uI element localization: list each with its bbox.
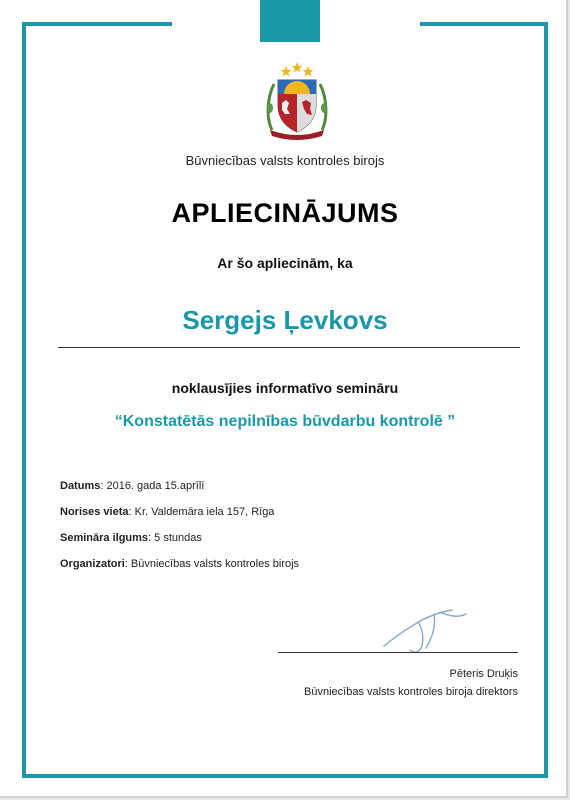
detail-value: 5 stundas xyxy=(151,532,202,544)
certificate-subtitle: Ar šo apliecinām, ka xyxy=(217,255,353,271)
detail-value: 2016. gada 15.aprīlī xyxy=(103,480,205,492)
signature-icon xyxy=(378,606,470,658)
detail-colon: : xyxy=(128,506,132,518)
detail-label: Organizatori xyxy=(60,558,125,570)
frame-bottom xyxy=(22,774,548,778)
top-accent-tab xyxy=(260,0,320,42)
detail-label: Datums xyxy=(60,480,101,492)
detail-row-venue xyxy=(60,506,299,532)
frame-right xyxy=(544,22,548,778)
attended-text: noklausījies informatīvo semināru xyxy=(171,380,399,396)
detail-value: Kr. Valdemāra iela 157, Rīga xyxy=(131,506,275,518)
name-divider xyxy=(58,347,520,348)
organization-name: Būvniecības valsts kontroles birojs xyxy=(185,153,385,168)
detail-row-duration xyxy=(60,532,299,558)
detail-colon: : xyxy=(100,480,104,492)
detail-colon: : xyxy=(124,558,128,570)
signer-name: Pēteris Druķis xyxy=(449,668,518,680)
detail-label: Norises vieta xyxy=(60,506,129,518)
detail-row-organizers xyxy=(60,558,299,584)
detail-colon: : xyxy=(148,532,152,544)
frame-top-left xyxy=(22,22,172,26)
signature-line xyxy=(278,652,518,653)
signer-title: Būvniecības valsts kontroles biroja direktors xyxy=(304,686,518,698)
frame-top-right xyxy=(420,22,548,26)
certificate-title: APLIECINĀJUMS xyxy=(171,198,399,228)
detail-row-date xyxy=(60,480,299,506)
detail-value: Būvniecības valsts kontroles birojs xyxy=(127,558,300,570)
coat-of-arms-icon xyxy=(262,58,332,140)
frame-left xyxy=(22,22,26,778)
seminar-title: “Konstatētās nepilnības būvdarbu kontrolē ” xyxy=(114,413,456,430)
detail-label: Semināra ilgums xyxy=(60,532,149,544)
recipient-name: Sergejs Ļevkovs xyxy=(182,305,388,335)
details-list xyxy=(60,480,299,584)
